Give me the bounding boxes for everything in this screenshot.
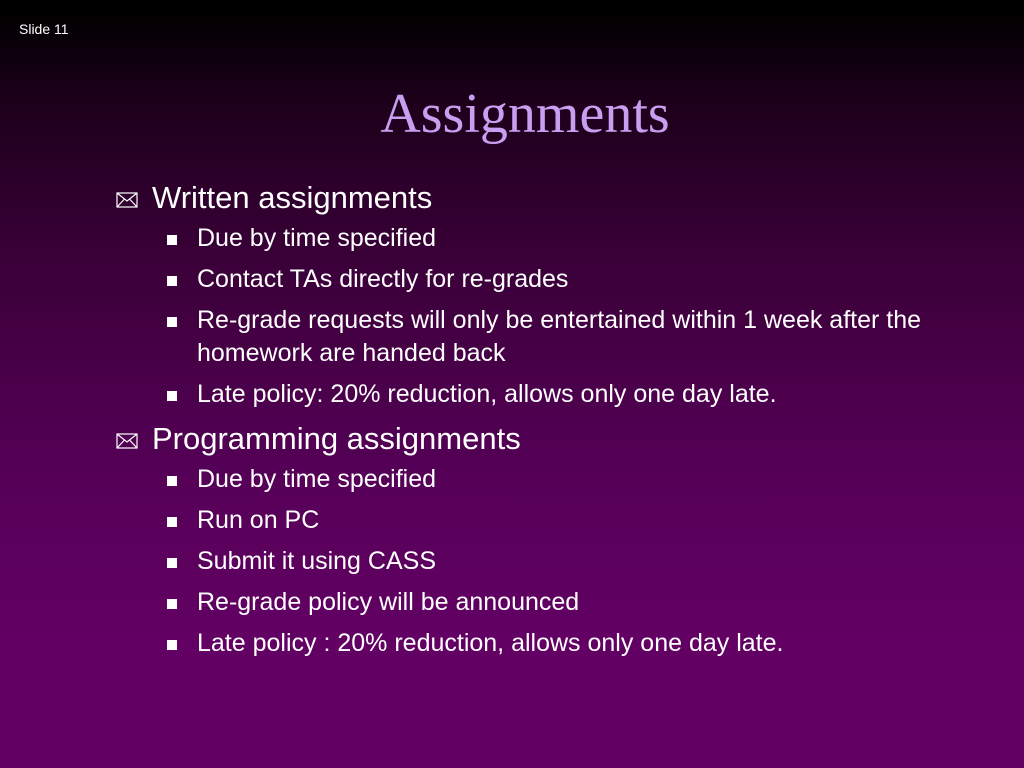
list-item-text: Contact TAs directly for re-grades [197,265,569,293]
section-heading-written [114,178,994,218]
square-bullet-icon [167,276,177,286]
list-item-text: Late policy : 20% reduction, allows only one day late. [197,629,784,657]
list-item [114,586,994,619]
list-item [114,304,994,370]
section-items-written [114,222,994,411]
list-item [114,463,994,496]
list-item-text: Run on PC [197,506,320,534]
square-bullet-icon [167,517,177,527]
list-item-text: Due by time specified [197,465,437,493]
list-item-text: Late policy: 20% reduction, allows only one day late. [197,380,777,408]
square-bullet-icon [167,391,177,401]
envelope-icon [116,192,138,208]
slide-title: Assignments [380,83,670,145]
section-heading-label: Programming assignments [152,421,521,456]
envelope-icon [116,433,138,449]
list-item [114,504,994,537]
slide-content [114,178,994,668]
square-bullet-icon [167,558,177,568]
square-bullet-icon [167,599,177,609]
list-item [114,545,994,578]
list-item [114,627,994,660]
list-item [114,263,994,296]
list-item-text: Submit it using CASS [197,547,436,575]
square-bullet-icon [167,235,177,245]
list-item-text: Re-grade requests will only be entertained within 1 week after the homework are handed back [197,306,922,367]
section-heading-label: Written assignments [152,180,433,215]
list-item [114,222,994,255]
list-item-text: Due by time specified [197,224,437,252]
section-items-programming [114,463,994,660]
square-bullet-icon [167,476,177,486]
list-item-text: Re-grade policy will be announced [197,588,580,616]
square-bullet-icon [167,317,177,327]
square-bullet-icon [167,640,177,650]
list-item [114,378,994,411]
slide-number: Slide 11 [19,21,69,37]
section-heading-programming [114,419,994,459]
